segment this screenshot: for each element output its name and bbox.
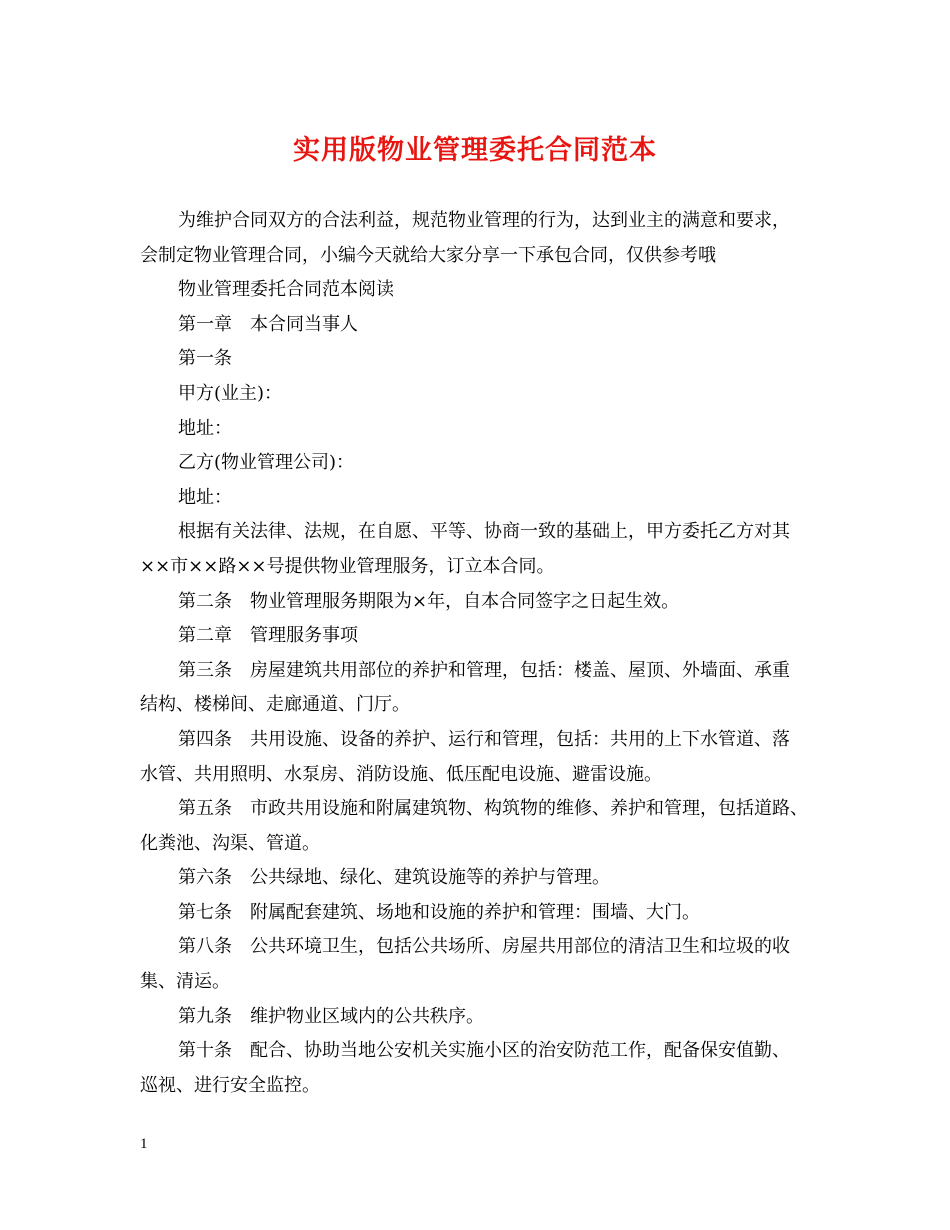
text-line: 结构、楼梯间、走廊通道、门厅。 (140, 694, 410, 716)
text-line: 第四条 共用设施、设备的养护、运行和管理，包括：共用的上下水管道、落 (178, 728, 790, 750)
text-line: 为维护合同双方的合法利益，规范物业管理的行为，达到业主的满意和要求， (178, 210, 790, 231)
text-line: 第六条 公共绿地、绿化、建筑设施等的养护与管理。 (178, 867, 610, 889)
text-line: 会制定物业管理合同，小编今天就给大家分享一下承包合同，仅供参考哦 (140, 244, 716, 266)
text-line: 第二条 物业管理服务期限为×年，自本合同签字之日起生效。 (178, 590, 680, 612)
text-line: 第九条 维护物业区域内的公共秩序。 (178, 1005, 484, 1027)
page-number: 1 (140, 1136, 148, 1152)
text-line: 甲方(业主)： (178, 382, 283, 404)
text-line: ××市××路××号提供物业管理服务，订立本合同。 (140, 555, 555, 577)
text-line: 第八条 公共环境卫生，包括公共场所、房屋共用部位的清洁卫生和垃圾的收 (178, 936, 790, 958)
text-line: 第二章 管理服务事项 (178, 625, 358, 647)
text-line: 第七条 附属配套建筑、场地和设施的养护和管理：围墙、大门。 (178, 901, 700, 923)
text-line: 物业管理委托合同范本阅读 (178, 279, 394, 301)
text-line: 第一条 (178, 348, 232, 370)
text-line: 第十条 配合、协助当地公安机关实施小区的治安防范工作，配备保安值勤、 (178, 1040, 790, 1062)
text-line: 地址： (178, 417, 232, 439)
text-line: 根据有关法律、法规，在自愿、平等、协商一致的基础上，甲方委托乙方对其 (178, 521, 790, 543)
text-line: 巡视、进行安全监控。 (140, 1074, 320, 1096)
text-line: 地址： (178, 486, 232, 508)
document-title: 实用版物业管理委托合同范本 (293, 135, 657, 166)
text-line: 第一章 本合同当事人 (178, 313, 358, 335)
text-line: 第五条 市政共用设施和附属建筑物、构筑物的维修、养护和管理，包括道路、 (178, 798, 808, 820)
text-line: 化粪池、沟渠、管道。 (140, 832, 320, 854)
text-line: 集、清运。 (140, 971, 230, 993)
text-line: 水管、共用照明、水泵房、消防设施、低压配电设施、避雷设施。 (140, 763, 662, 785)
text-line: 第三条 房屋建筑共用部位的养护和管理，包括：楼盖、屋顶、外墙面、承重 (178, 659, 790, 681)
document-body (140, 204, 840, 1103)
text-line: 乙方(物业管理公司)： (178, 452, 355, 474)
